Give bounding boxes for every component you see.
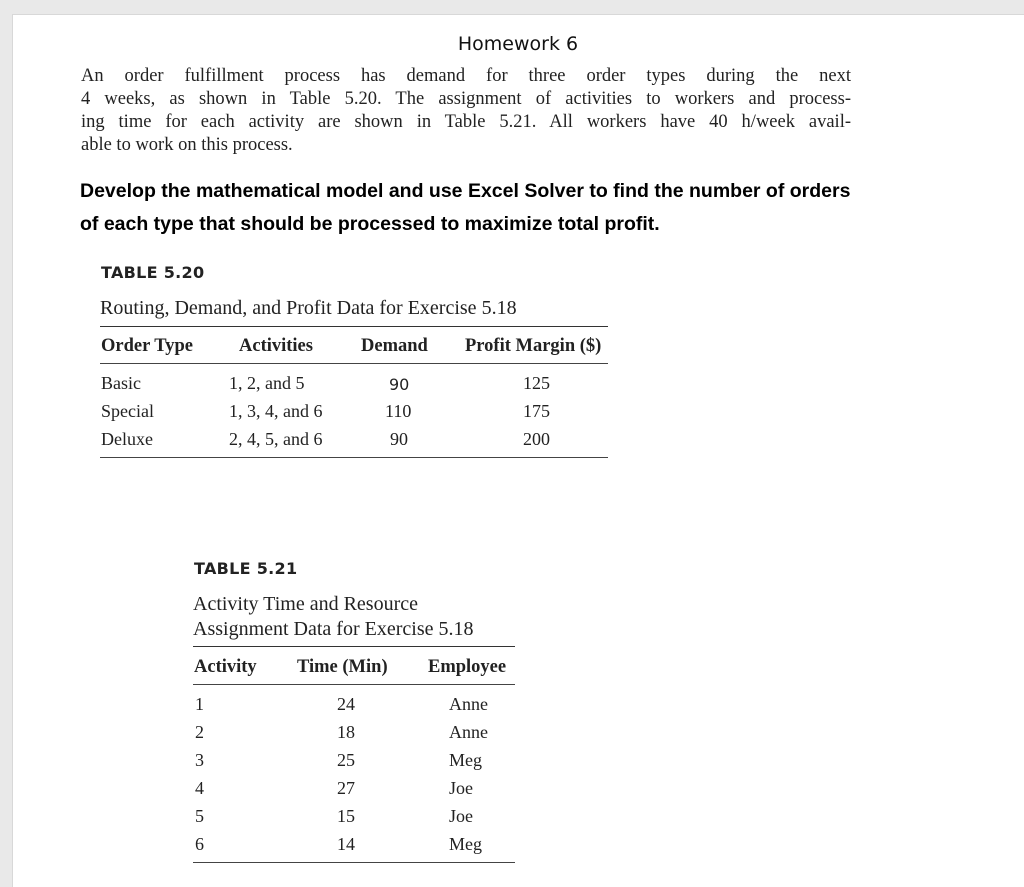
table-caption: Routing, Demand, and Profit Data for Exercise 5.18 [100, 297, 517, 319]
column-header: Activity [194, 657, 257, 677]
table-cell: 25 [337, 750, 355, 770]
problem-line: ing time for each activity are shown in Table 5.21. All workers have 40 h/week avail- [81, 112, 851, 132]
table-cell: Basic [101, 373, 141, 393]
table-cell: Joe [449, 806, 473, 826]
table-cell: 6 [195, 834, 204, 854]
table-cell: 14 [337, 834, 355, 854]
table-cell: 110 [385, 401, 412, 421]
table-cell: 125 [523, 373, 550, 393]
table-bottom-rule [193, 862, 515, 863]
problem-line: able to work on this process. [81, 135, 293, 155]
column-header: Time (Min) [297, 657, 388, 677]
table-cell: Meg [449, 834, 482, 854]
document-page [12, 14, 1024, 887]
task-line: Develop the mathematical model and use Excel Solver to find the number of orders [80, 180, 851, 202]
table-cell: 2 [195, 722, 204, 742]
table-cell: Deluxe [101, 429, 153, 449]
table-caption-line: Assignment Data for Exercise 5.18 [193, 618, 474, 640]
column-header: Order Type [101, 336, 193, 356]
table-cell: 175 [523, 401, 550, 421]
page-title: Homework 6 [457, 33, 579, 55]
table-header-rule [193, 684, 515, 685]
table-cell: Anne [449, 722, 488, 742]
table-cell: 200 [523, 429, 550, 449]
column-header: Activities [239, 336, 313, 356]
problem-line: 4 weeks, as shown in Table 5.20. The assignment of activities to workers and process- [81, 89, 851, 109]
column-header: Demand [361, 336, 428, 356]
table-cell: 18 [337, 722, 355, 742]
problem-line: An order fulfillment process has demand for three order types during the next [81, 66, 851, 86]
table-cell: 90 [389, 375, 410, 394]
table-cell: 15 [337, 806, 355, 826]
table-label: TABLE 5.21 [194, 559, 298, 578]
task-instruction [80, 175, 980, 241]
table-bottom-rule [100, 457, 608, 458]
column-header: Profit Margin ($) [465, 336, 602, 356]
problem-statement [81, 65, 851, 157]
table-cell: Joe [449, 778, 473, 798]
table-cell: Anne [449, 694, 488, 714]
table-cell: 1 [195, 694, 204, 714]
table-top-rule [100, 326, 608, 327]
table-top-rule [193, 646, 515, 647]
table-cell: 5 [195, 806, 204, 826]
table-cell: Meg [449, 750, 482, 770]
table-label: TABLE 5.20 [101, 263, 205, 282]
task-line: of each type that should be processed to maximize total profit. [80, 213, 660, 235]
table-cell: 27 [337, 778, 355, 798]
column-header: Employee [428, 657, 507, 677]
table-cell: 1, 2, and 5 [229, 373, 305, 393]
table-cell: 1, 3, 4, and 6 [229, 401, 323, 421]
table-cell: 2, 4, 5, and 6 [229, 429, 323, 449]
table-caption-line: Activity Time and Resource [193, 593, 418, 615]
table-cell: 3 [195, 750, 204, 770]
table-cell: 4 [195, 778, 204, 798]
table-header-rule [100, 363, 608, 364]
table-cell: Special [101, 401, 154, 421]
table-cell: 24 [337, 694, 355, 714]
table-cell: 90 [390, 429, 408, 449]
